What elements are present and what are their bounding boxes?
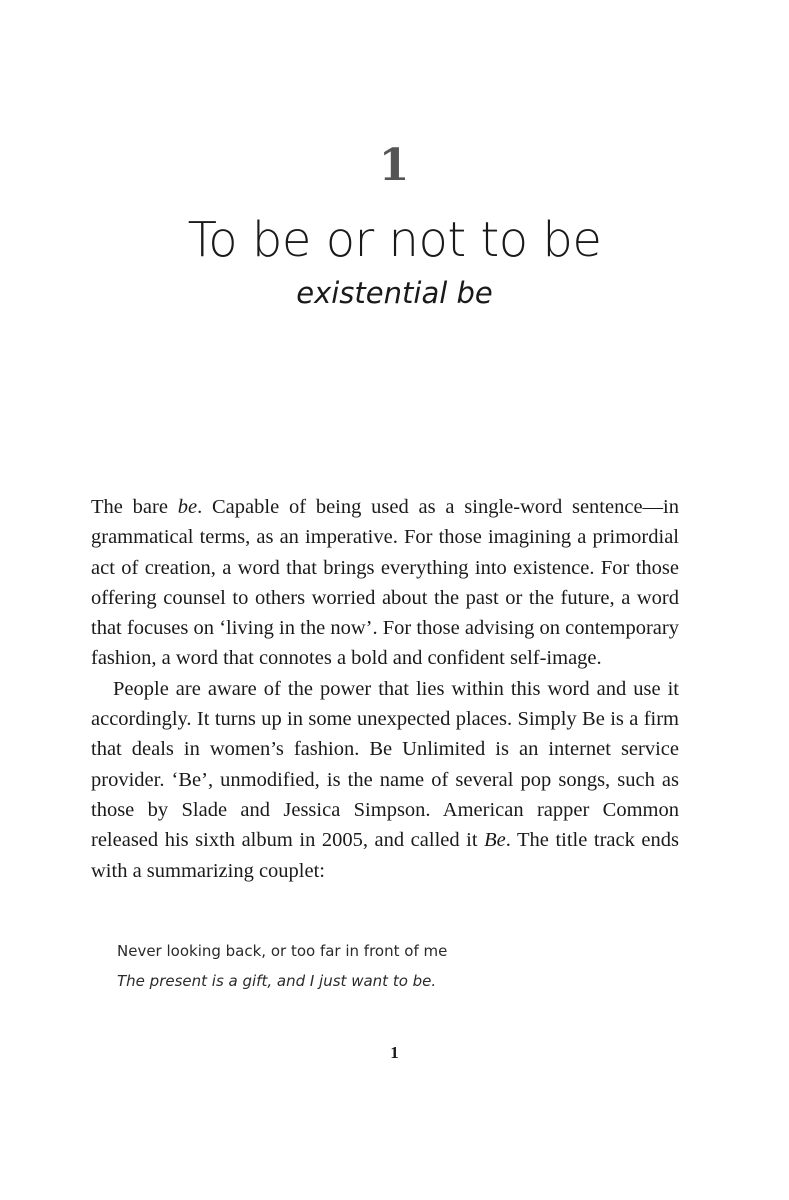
paragraph-2 — [91, 674, 679, 886]
paragraph-1-emphasis: be — [177, 496, 198, 518]
chapter-number: 1 — [378, 140, 411, 191]
paragraph-1-text-b: . Capable of being used as a single-word sentence—in grammatical terms, as an imperative. For those imagining a primordial act of creation, a word that brings everything into existence. For those offering counsel to others worried about the past or the future, a word that focuses on ‘living in the now’. For those advising on contemporary fashion, a word that connotes a bold and confident self-image. — [91, 496, 679, 670]
chapter-subtitle-prefix: existential — [296, 276, 457, 310]
paragraph-2-text-a: People are aware of the power that lies within this word and use it accordingly. It turns up in some unexpected places. Simply Be is a firm that deals in women’s fashion. Be Unlimited is an internet service provider. ‘Be’, unmodified, is the name of several pop songs, such as those by Slade and Jessica Simpson. American rapper Common released his sixth album in 2005, and called it — [91, 677, 679, 852]
lyrics-line-2: The present is a gift, and I just want to be. — [117, 972, 437, 990]
chapter-title: To be or not to be — [187, 212, 602, 268]
paragraph-2-text-b: . The title track ends with a summarizing couplet: — [91, 829, 679, 882]
body-text — [91, 492, 679, 886]
paragraph-1-text-a: The bare — [91, 496, 178, 518]
paragraph-1 — [91, 492, 679, 674]
page-number: 1 — [390, 1043, 399, 1062]
chapter-subtitle — [0, 276, 789, 310]
chapter-subtitle-emphasis: be — [456, 276, 493, 310]
lyrics-line-1: Never looking back, or too far in front of me — [117, 942, 448, 960]
paragraph-2-emphasis: Be — [484, 829, 506, 852]
lyrics-quote — [117, 936, 677, 996]
